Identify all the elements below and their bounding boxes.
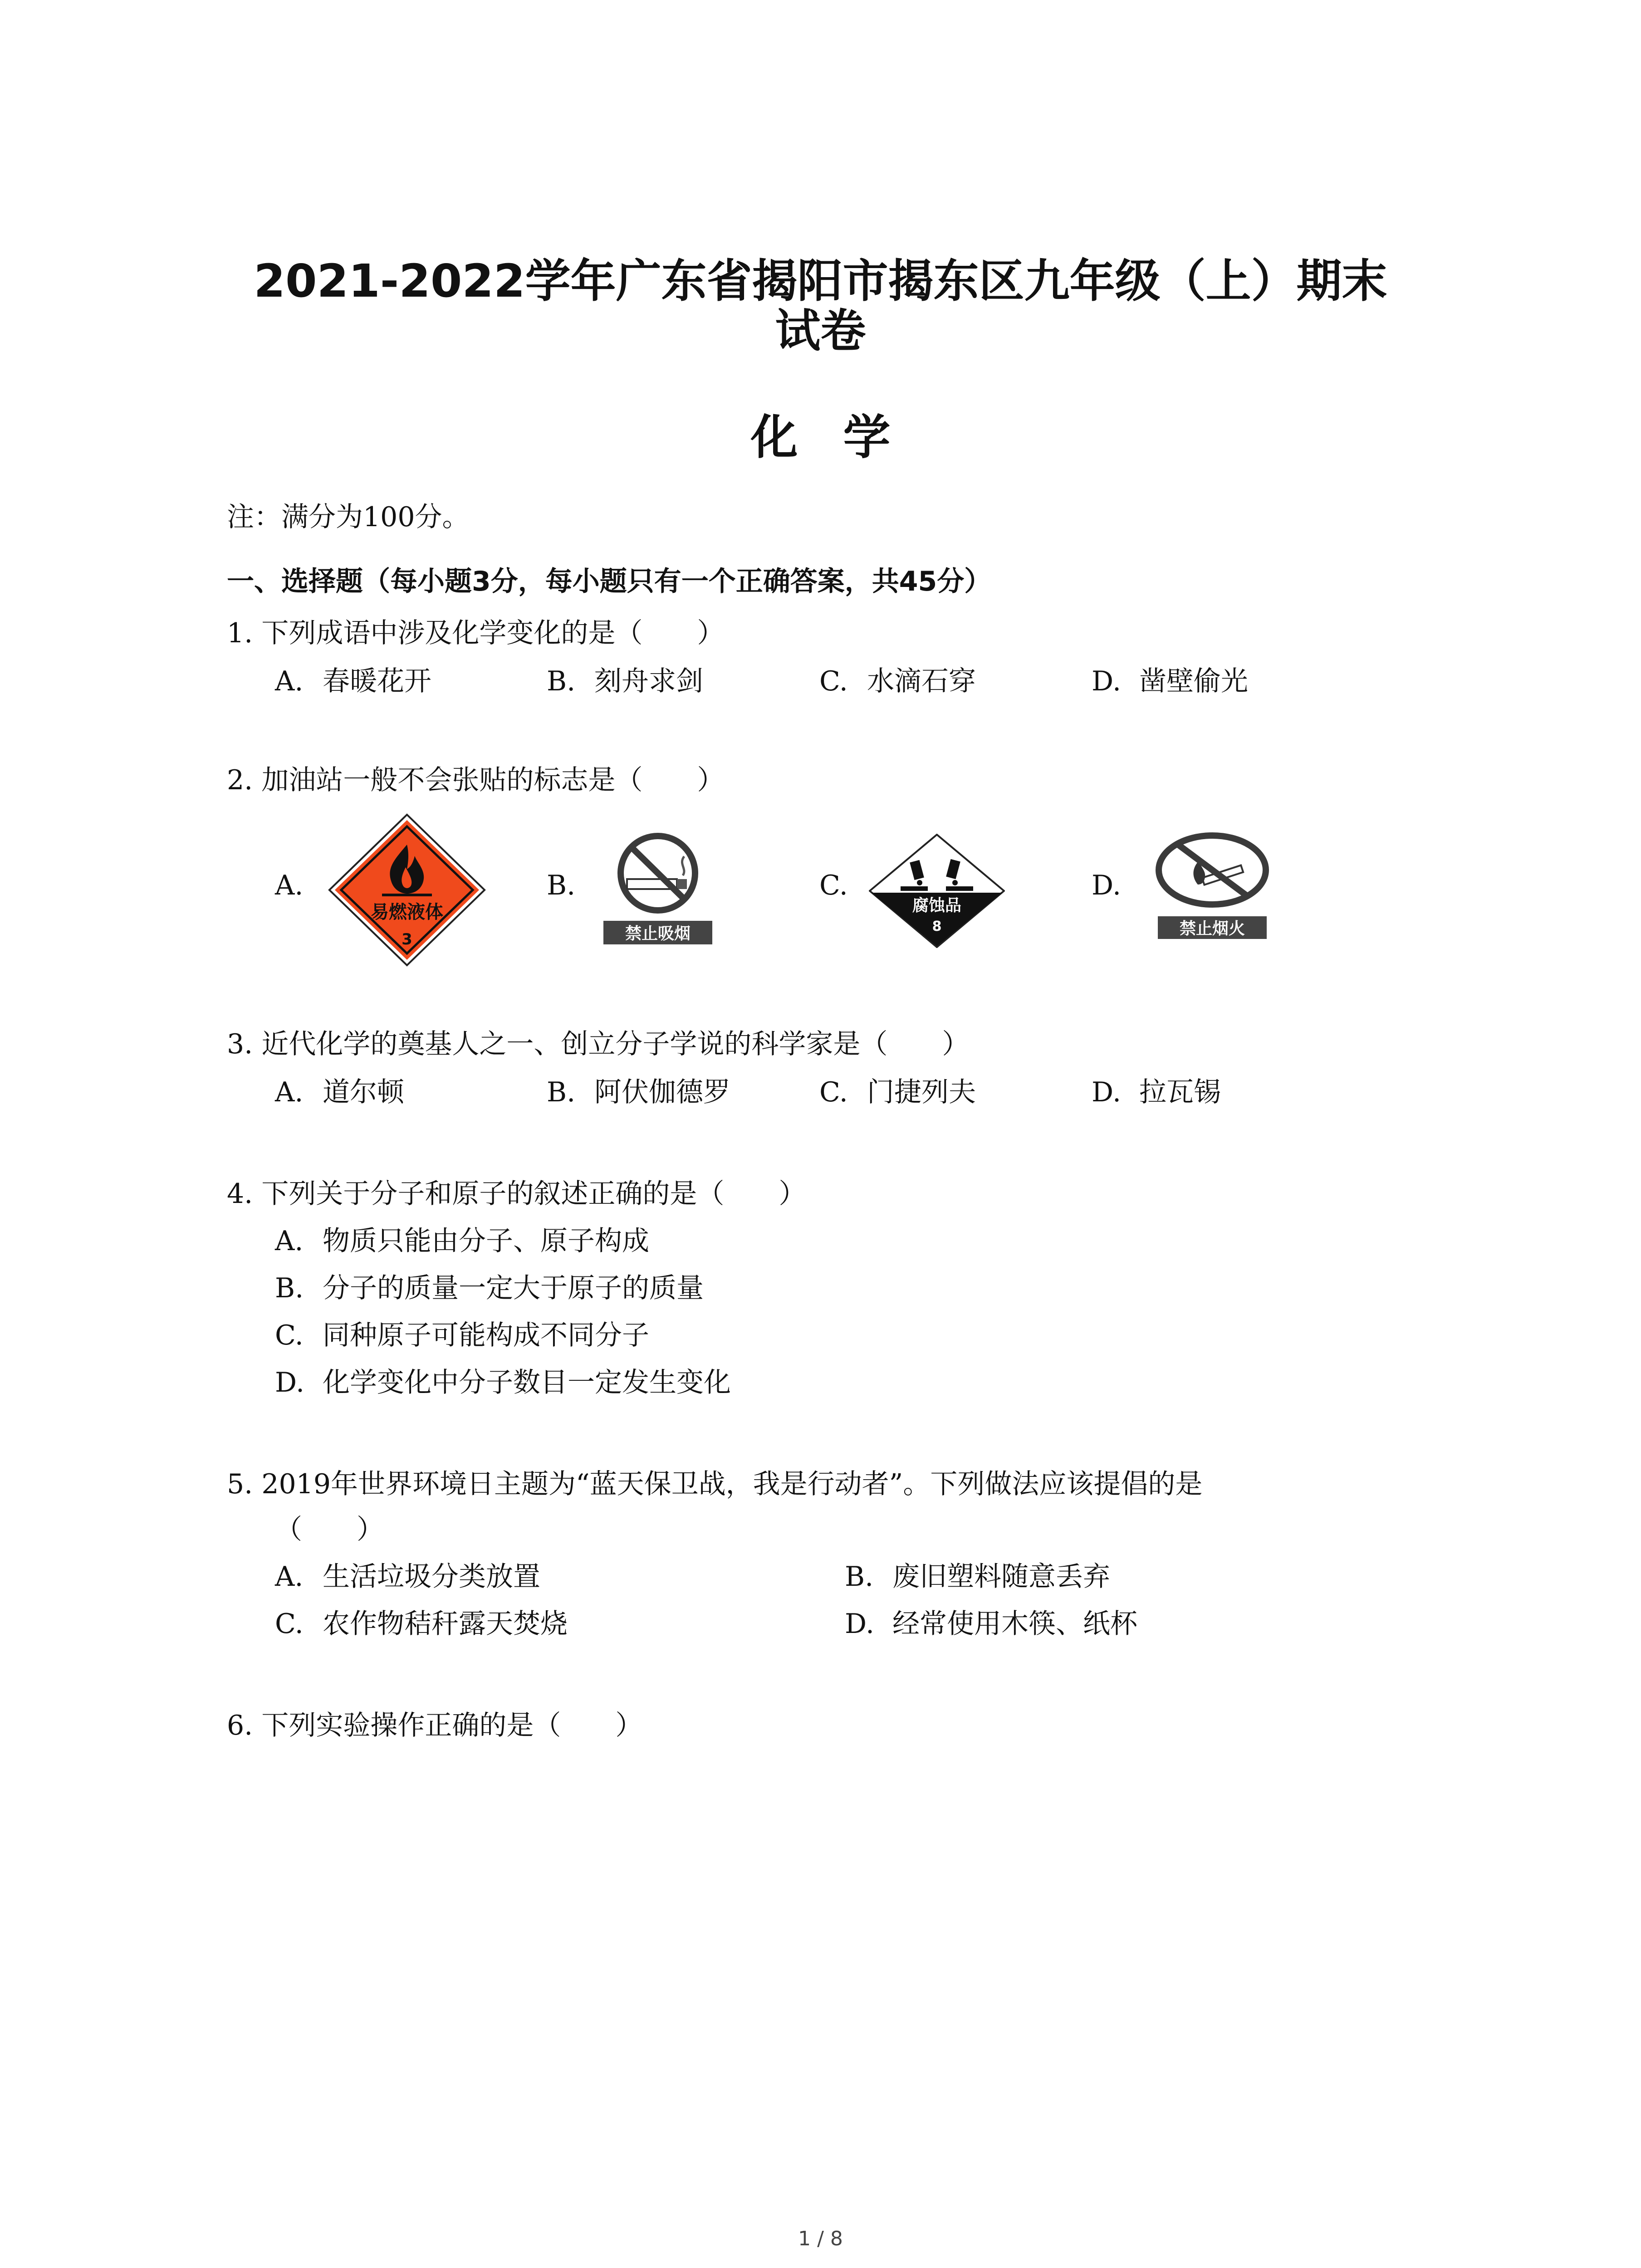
- q2-option-c-letter: C.: [819, 870, 848, 901]
- corrosive-sign: [869, 834, 1005, 948]
- q2-option-a[interactable]: [275, 867, 323, 904]
- flammable-liquid-sign: [328, 813, 486, 967]
- q4-option-d-letter: D.: [275, 1367, 305, 1398]
- q3-option-d-letter: D.: [1092, 1076, 1122, 1108]
- no-open-flame-sign: [1149, 830, 1276, 943]
- q5-option-a[interactable]: [275, 1559, 540, 1595]
- q5-option-b-letter: B.: [845, 1561, 874, 1593]
- flammable-sign-number: 3: [402, 930, 412, 948]
- q1-option-d-letter: D.: [1092, 665, 1122, 697]
- q4-option-a-letter: A.: [275, 1225, 304, 1257]
- q1-option-a-letter: A.: [275, 665, 304, 697]
- q5-option-c[interactable]: [275, 1606, 568, 1642]
- q4-option-b-text: 分子的质量一定大于原子的质量: [323, 1272, 704, 1304]
- q5-option-d-text: 经常使用木筷、纸杯: [892, 1608, 1137, 1640]
- q5-option-a-text: 生活垃圾分类放置: [323, 1561, 540, 1593]
- corrosive-sign-label: 腐蚀品: [912, 896, 962, 915]
- q3-option-b-text: 阿伏伽德罗: [594, 1076, 730, 1108]
- q1-option-b[interactable]: [547, 663, 703, 699]
- q4-option-b-letter: B.: [275, 1272, 304, 1304]
- q1-option-a[interactable]: [275, 663, 431, 699]
- question-6-stem: 6. 下列实验操作正确的是（ ）: [227, 1710, 643, 1741]
- q4-option-a-text: 物质只能由分子、原子构成: [323, 1225, 649, 1257]
- q2-option-c[interactable]: [819, 867, 867, 904]
- q3-option-b[interactable]: [547, 1074, 730, 1110]
- q5-option-d[interactable]: [845, 1606, 1137, 1642]
- section-heading: 一、选择题（每小题3分，每小题只有一个正确答案，共45分）: [227, 566, 992, 597]
- flammable-sign-label: 易燃液体: [371, 902, 443, 923]
- q3-option-c-text: 门捷列夫: [867, 1076, 976, 1108]
- question-5-stem-cont: （ ）: [275, 1514, 384, 1545]
- q1-option-a-text: 春暖花开: [323, 665, 431, 697]
- q4-option-c[interactable]: [275, 1317, 649, 1354]
- q4-option-d[interactable]: [275, 1364, 731, 1401]
- q1-option-c[interactable]: [819, 663, 976, 699]
- q3-option-c-letter: C.: [819, 1076, 848, 1108]
- q2-option-d[interactable]: [1092, 867, 1139, 904]
- q5-option-b[interactable]: [845, 1559, 1110, 1595]
- q5-option-b-text: 废旧塑料随意丢弃: [892, 1561, 1110, 1593]
- question-4-stem: 4. 下列关于分子和原子的叙述正确的是（ ）: [227, 1178, 806, 1210]
- q1-option-d[interactable]: [1092, 663, 1248, 699]
- q4-option-c-text: 同种原子可能构成不同分子: [323, 1320, 649, 1351]
- question-2-stem: 2. 加油站一般不会张贴的标志是（ ）: [227, 764, 725, 796]
- q3-option-d[interactable]: [1092, 1074, 1221, 1110]
- q1-option-c-letter: C.: [819, 665, 848, 697]
- q1-option-b-letter: B.: [547, 665, 576, 697]
- q4-option-c-letter: C.: [275, 1320, 304, 1351]
- q4-option-d-text: 化学变化中分子数目一定发生变化: [323, 1367, 731, 1398]
- q1-option-b-text: 刻舟求剑: [594, 665, 703, 697]
- q2-option-a-letter: A.: [275, 870, 304, 901]
- exam-title-line1: 2021-2022学年广东省揭阳市揭东区九年级（上）期末: [254, 254, 1387, 308]
- no-smoking-sign: [599, 830, 717, 948]
- q1-option-d-text: 凿壁偷光: [1139, 665, 1248, 697]
- q5-option-d-letter: D.: [845, 1608, 875, 1640]
- exam-note: 注：满分为100分。: [227, 501, 470, 533]
- question-1-stem: 1. 下列成语中涉及化学变化的是（ ）: [227, 617, 725, 649]
- q3-option-a[interactable]: [275, 1074, 404, 1110]
- no-open-flame-label: 禁止烟火: [1179, 919, 1245, 938]
- q2-option-b[interactable]: [547, 867, 594, 904]
- q3-option-d-text: 拉瓦锡: [1139, 1076, 1221, 1108]
- q2-option-d-letter: D.: [1092, 870, 1122, 901]
- q3-option-a-letter: A.: [275, 1076, 304, 1108]
- q4-option-b[interactable]: [275, 1270, 704, 1306]
- q5-option-c-letter: C.: [275, 1608, 304, 1640]
- q2-option-b-letter: B.: [547, 870, 576, 901]
- question-3-stem: 3. 近代化学的奠基人之一、创立分子学说的科学家是（ ）: [227, 1028, 970, 1060]
- q3-option-b-letter: B.: [547, 1076, 576, 1108]
- q3-option-c[interactable]: [819, 1074, 976, 1110]
- exam-title-line2: 试卷: [775, 304, 866, 357]
- exam-subject: 化学: [750, 410, 936, 465]
- q5-option-a-letter: A.: [275, 1561, 304, 1593]
- question-5-stem: 5. 2019年世界环境日主题为“蓝天保卫战，我是行动者”。下列做法应该提倡的是: [227, 1468, 1203, 1500]
- q4-option-a[interactable]: [275, 1223, 649, 1259]
- q3-option-a-text: 道尔顿: [323, 1076, 404, 1108]
- no-smoking-label: 禁止吸烟: [625, 924, 691, 943]
- q5-option-c-text: 农作物秸秆露天焚烧: [323, 1608, 568, 1640]
- corrosive-sign-number: 8: [932, 919, 942, 934]
- q1-option-c-text: 水滴石穿: [867, 665, 976, 697]
- page-number: 1 / 8: [798, 2227, 843, 2250]
